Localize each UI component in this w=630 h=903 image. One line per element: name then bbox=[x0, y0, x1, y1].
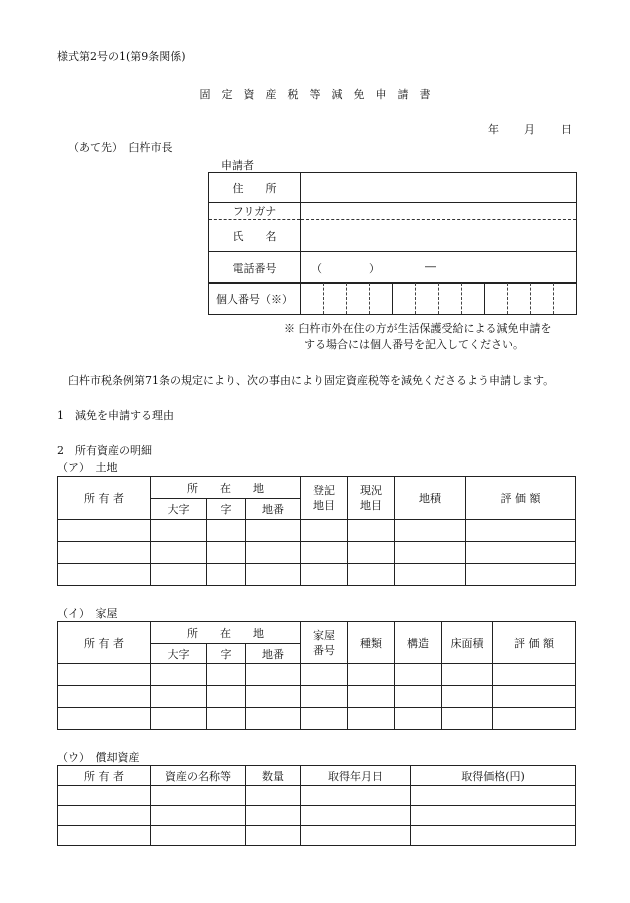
cell[interactable] bbox=[348, 664, 395, 686]
phone-paren-close: ） bbox=[369, 262, 380, 275]
cell[interactable] bbox=[246, 564, 301, 586]
land-registered-line2: 地目 bbox=[313, 499, 335, 512]
cell[interactable] bbox=[246, 786, 301, 806]
mynumber-digit[interactable] bbox=[393, 283, 416, 315]
mynumber-note-line2: する場合には個人番号を記入してください。 bbox=[304, 338, 524, 351]
phone-field[interactable] bbox=[301, 252, 577, 284]
cell[interactable] bbox=[246, 708, 301, 730]
mynumber-note-line1: ※ 臼杵市外在住の方が生活保護受給による減免申請を bbox=[284, 322, 552, 335]
cell[interactable] bbox=[207, 664, 246, 686]
depreciable-table bbox=[57, 765, 576, 846]
land-location-header: 所 在 地 bbox=[151, 477, 301, 499]
applicant-table bbox=[208, 172, 577, 284]
land-current-line2: 地目 bbox=[360, 499, 382, 512]
cell[interactable] bbox=[58, 826, 151, 846]
cell[interactable] bbox=[58, 806, 151, 826]
house-location-header: 所 在 地 bbox=[151, 622, 301, 644]
depreciable-owner-header: 所 有 者 bbox=[58, 766, 151, 786]
date-year: 年 bbox=[488, 123, 499, 136]
cell[interactable] bbox=[207, 686, 246, 708]
land-area-header: 地積 bbox=[395, 477, 466, 520]
date-month: 月 bbox=[524, 123, 535, 136]
address-field[interactable] bbox=[301, 173, 577, 203]
mynumber-digit[interactable] bbox=[485, 283, 508, 315]
request-statement: 臼杵市税条例第71条の規定により、次の事由により固定資産税等を減免くださるよう申請します。 bbox=[68, 374, 555, 387]
cell[interactable] bbox=[301, 520, 348, 542]
cell[interactable] bbox=[442, 664, 493, 686]
section-assets: 2 所有資産の明細 bbox=[57, 444, 152, 457]
cell[interactable] bbox=[58, 542, 151, 564]
furigana-field[interactable] bbox=[301, 203, 577, 220]
cell[interactable] bbox=[151, 708, 207, 730]
depreciable-acquired-header: 取得年月日 bbox=[301, 766, 411, 786]
cell[interactable] bbox=[207, 520, 246, 542]
cell[interactable] bbox=[466, 520, 576, 542]
cell[interactable] bbox=[246, 686, 301, 708]
cell[interactable] bbox=[466, 542, 576, 564]
cell[interactable] bbox=[395, 520, 466, 542]
form-number: 様式第2号の1(第9条関係) bbox=[57, 50, 186, 63]
cell[interactable] bbox=[348, 520, 395, 542]
cell[interactable] bbox=[395, 664, 442, 686]
house-value-header: 評 価 額 bbox=[493, 622, 576, 664]
address-label: 住 所 bbox=[209, 173, 301, 203]
phone-paren-open: （ bbox=[311, 262, 322, 275]
land-oaza-header: 大字 bbox=[151, 499, 207, 520]
house-oaza-header: 大字 bbox=[151, 644, 207, 664]
house-label: （イ） 家屋 bbox=[57, 607, 118, 620]
cell[interactable] bbox=[301, 564, 348, 586]
addressee: （あて先） 臼杵市長 bbox=[68, 141, 173, 154]
table-row bbox=[58, 664, 576, 686]
cell[interactable] bbox=[151, 806, 246, 826]
cell[interactable] bbox=[246, 826, 301, 846]
table-row bbox=[58, 542, 576, 564]
cell[interactable] bbox=[246, 520, 301, 542]
house-number-header bbox=[301, 622, 348, 664]
cell[interactable] bbox=[151, 786, 246, 806]
mynumber-digit[interactable] bbox=[347, 283, 370, 315]
depreciable-asset-name-header: 資産の名称等 bbox=[151, 766, 246, 786]
mynumber-table bbox=[208, 282, 577, 315]
house-kind-header: 種類 bbox=[348, 622, 395, 664]
house-aza-header: 字 bbox=[207, 644, 246, 664]
cell[interactable] bbox=[151, 686, 207, 708]
house-number-line1: 家屋 bbox=[313, 628, 335, 642]
mynumber-digit[interactable] bbox=[301, 283, 324, 315]
mynumber-digit[interactable] bbox=[508, 283, 531, 315]
cell[interactable] bbox=[151, 826, 246, 846]
mynumber-digit[interactable] bbox=[324, 283, 347, 315]
cell[interactable] bbox=[246, 806, 301, 826]
land-aza-header: 字 bbox=[207, 499, 246, 520]
cell[interactable] bbox=[493, 664, 576, 686]
mynumber-digit[interactable] bbox=[439, 283, 462, 315]
table-row bbox=[58, 826, 576, 846]
land-current-line1: 現況 bbox=[360, 484, 382, 497]
cell[interactable] bbox=[151, 664, 207, 686]
cell[interactable] bbox=[58, 786, 151, 806]
cell[interactable] bbox=[58, 520, 151, 542]
cell[interactable] bbox=[395, 542, 466, 564]
mynumber-digit[interactable] bbox=[462, 283, 485, 315]
name-field[interactable] bbox=[301, 220, 577, 252]
table-row bbox=[58, 686, 576, 708]
land-value-header: 評 価 額 bbox=[466, 477, 576, 520]
cell[interactable] bbox=[493, 708, 576, 730]
cell[interactable] bbox=[151, 564, 207, 586]
land-registered-category-header bbox=[301, 477, 348, 520]
table-row bbox=[58, 786, 576, 806]
table-row bbox=[58, 520, 576, 542]
house-number-line2: 番号 bbox=[313, 643, 335, 657]
cell[interactable] bbox=[493, 686, 576, 708]
date-day: 日 bbox=[561, 123, 572, 136]
cell[interactable] bbox=[58, 708, 151, 730]
cell[interactable] bbox=[207, 564, 246, 586]
land-table bbox=[57, 476, 576, 586]
cell[interactable] bbox=[348, 542, 395, 564]
land-registered-line1: 登記 bbox=[313, 484, 335, 497]
cell[interactable] bbox=[442, 686, 493, 708]
cell[interactable] bbox=[411, 806, 576, 826]
cell[interactable] bbox=[207, 542, 246, 564]
table-row bbox=[58, 708, 576, 730]
cell[interactable] bbox=[395, 564, 466, 586]
cell[interactable] bbox=[301, 686, 348, 708]
cell[interactable] bbox=[442, 708, 493, 730]
mynumber-digit[interactable] bbox=[370, 283, 393, 315]
phone-label: 電話番号 bbox=[209, 252, 301, 284]
cell[interactable] bbox=[301, 664, 348, 686]
cell[interactable] bbox=[58, 686, 151, 708]
cell[interactable] bbox=[466, 564, 576, 586]
cell[interactable] bbox=[301, 826, 411, 846]
cell[interactable] bbox=[348, 708, 395, 730]
furigana-label: フリガナ bbox=[209, 203, 301, 220]
house-floor-area-header: 床面積 bbox=[442, 622, 493, 664]
cell[interactable] bbox=[151, 542, 207, 564]
applicant-heading: 申請者 bbox=[221, 159, 254, 172]
depreciable-quantity-header: 数量 bbox=[246, 766, 301, 786]
name-label: 氏 名 bbox=[209, 220, 301, 252]
cell[interactable] bbox=[348, 564, 395, 586]
land-owner-header: 所 有 者 bbox=[58, 477, 151, 520]
depreciable-label: （ウ） 償却資産 bbox=[57, 751, 140, 764]
cell[interactable] bbox=[301, 786, 411, 806]
mynumber-digit[interactable] bbox=[416, 283, 439, 315]
house-structure-header: 構造 bbox=[395, 622, 442, 664]
mynumber-label: 個人番号（※） bbox=[209, 283, 301, 315]
cell[interactable] bbox=[58, 564, 151, 586]
cell[interactable] bbox=[58, 664, 151, 686]
house-owner-header: 所 有 者 bbox=[58, 622, 151, 664]
cell[interactable] bbox=[411, 786, 576, 806]
land-current-category-header bbox=[348, 477, 395, 520]
depreciable-price-header: 取得価格(円) bbox=[411, 766, 576, 786]
house-chiban-header: 地番 bbox=[246, 644, 301, 664]
cell[interactable] bbox=[411, 826, 576, 846]
cell[interactable] bbox=[395, 686, 442, 708]
cell[interactable] bbox=[301, 708, 348, 730]
cell[interactable] bbox=[246, 542, 301, 564]
cell[interactable] bbox=[151, 520, 207, 542]
section-reason: 1 減免を申請する理由 bbox=[57, 409, 174, 422]
table-row bbox=[58, 806, 576, 826]
cell[interactable] bbox=[301, 806, 411, 826]
table-row bbox=[58, 564, 576, 586]
cell[interactable] bbox=[348, 686, 395, 708]
mynumber-digit[interactable] bbox=[531, 283, 554, 315]
cell[interactable] bbox=[395, 708, 442, 730]
cell[interactable] bbox=[207, 708, 246, 730]
house-table bbox=[57, 621, 576, 730]
phone-dash: ― bbox=[425, 260, 436, 273]
mynumber-digit[interactable] bbox=[554, 283, 577, 315]
document-title: 固 定 資 産 税 等 減 免 申 請 書 bbox=[199, 88, 431, 101]
cell[interactable] bbox=[301, 542, 348, 564]
land-label: （ア） 土地 bbox=[57, 461, 118, 474]
land-chiban-header: 地番 bbox=[246, 499, 301, 520]
cell[interactable] bbox=[246, 664, 301, 686]
